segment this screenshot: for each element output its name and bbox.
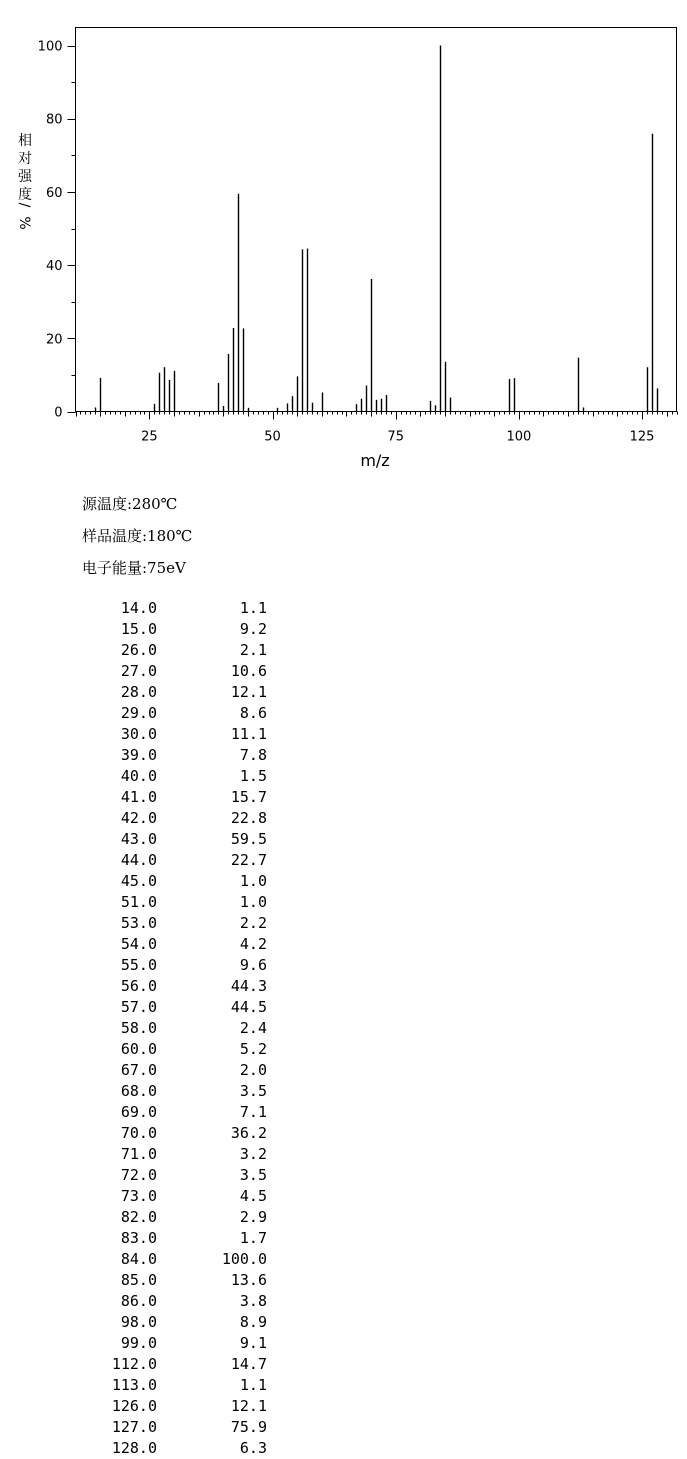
- peak-intensity: 59.5: [230, 830, 267, 848]
- peak-mz: 15.0: [120, 620, 157, 638]
- peak-row: [95, 892, 275, 913]
- y-label-char: 度: [18, 187, 32, 203]
- peak-intensity: 22.7: [230, 851, 267, 869]
- peak-row: [95, 661, 275, 682]
- plot-frame: [76, 28, 677, 412]
- peak-row: [95, 787, 275, 808]
- y-label-char: %: [16, 216, 32, 230]
- peak-intensity: 6.3: [239, 1439, 267, 1457]
- peak-row: [95, 1144, 275, 1165]
- peak-row: [95, 1291, 275, 1312]
- peak-row: [95, 1060, 275, 1081]
- peak-intensity: 14.7: [230, 1355, 267, 1373]
- electron-energy: 电子能量:75eV: [82, 559, 186, 577]
- peak-intensity: 1.0: [239, 893, 267, 911]
- peak-intensity: 2.1: [239, 641, 267, 659]
- x-tick-label: 75: [387, 429, 404, 445]
- peak-intensity: 12.1: [230, 1397, 267, 1415]
- y-label-char: /: [16, 202, 32, 208]
- peak-mz: 69.0: [120, 1103, 157, 1121]
- peak-mz: 127.0: [111, 1418, 157, 1436]
- peak-mz: 43.0: [120, 830, 157, 848]
- peak-mz: 73.0: [120, 1187, 157, 1205]
- peak-mz: 29.0: [120, 704, 157, 722]
- peak-intensity: 9.2: [239, 620, 267, 638]
- peak-row: [95, 1249, 275, 1270]
- peak-row: [95, 1207, 275, 1228]
- peak-row: [95, 976, 275, 997]
- peak-mz: 54.0: [120, 935, 157, 953]
- mass-spectrum-chart: [0, 0, 687, 480]
- peak-row: [95, 1270, 275, 1291]
- x-axis-label: m/z: [360, 451, 390, 470]
- peak-mz: 39.0: [120, 746, 157, 764]
- peak-intensity: 13.6: [230, 1271, 267, 1289]
- peak-intensity: 8.9: [239, 1313, 267, 1331]
- peak-mz: 14.0: [120, 599, 157, 617]
- peak-intensity: 4.5: [239, 1187, 267, 1205]
- peak-intensity: 3.8: [239, 1292, 267, 1310]
- peak-mz: 28.0: [120, 683, 157, 701]
- y-label-char: 相: [18, 133, 32, 149]
- peak-intensity: 3.5: [239, 1082, 267, 1100]
- peak-row: [95, 997, 275, 1018]
- peak-row: [95, 1123, 275, 1144]
- peak-intensity: 10.6: [230, 662, 267, 680]
- peak-row: [95, 1438, 275, 1459]
- peak-mz: 58.0: [120, 1019, 157, 1037]
- peak-intensity: 4.2: [239, 935, 267, 953]
- peak-row: [95, 850, 275, 871]
- peak-intensity: 75.9: [230, 1418, 267, 1436]
- peak-mz: 68.0: [120, 1082, 157, 1100]
- peak-intensity: 44.5: [230, 998, 267, 1016]
- peak-mz: 86.0: [120, 1292, 157, 1310]
- peak-mz: 84.0: [120, 1250, 157, 1268]
- peak-mz: 112.0: [111, 1355, 157, 1373]
- peak-row: [95, 1396, 275, 1417]
- peak-intensity: 36.2: [230, 1124, 267, 1142]
- peak-mz: 71.0: [120, 1145, 157, 1163]
- x-tick-label: 25: [141, 429, 158, 445]
- peak-mz: 51.0: [120, 893, 157, 911]
- sample-temperature: 样品温度:180℃: [82, 527, 193, 545]
- y-tick-label: 20: [45, 332, 63, 348]
- peak-intensity: 3.2: [239, 1145, 267, 1163]
- peak-mz: 53.0: [120, 914, 157, 932]
- peak-row: [95, 1102, 275, 1123]
- y-tick-label: 80: [45, 112, 63, 128]
- y-label-char: 对: [18, 151, 32, 167]
- peak-mz: 27.0: [120, 662, 157, 680]
- peak-mz: 60.0: [120, 1040, 157, 1058]
- peak-row: [95, 745, 275, 766]
- peak-intensity: 1.1: [239, 599, 267, 617]
- peak-row: [95, 703, 275, 724]
- peak-mz: 113.0: [111, 1376, 157, 1394]
- peak-mz: 67.0: [120, 1061, 157, 1079]
- peak-intensity: 15.7: [230, 788, 267, 806]
- peak-mz: 55.0: [120, 956, 157, 974]
- source-temperature: 源温度:280℃: [82, 495, 178, 513]
- y-tick-label: 60: [45, 185, 63, 201]
- peak-intensity: 11.1: [230, 725, 267, 743]
- peak-mz: 99.0: [120, 1334, 157, 1352]
- peak-row: [95, 724, 275, 745]
- x-tick-label: 100: [506, 429, 532, 445]
- peak-mz: 45.0: [120, 872, 157, 890]
- peak-row: [95, 682, 275, 703]
- peak-mz: 83.0: [120, 1229, 157, 1247]
- peak-mz: 128.0: [111, 1439, 157, 1457]
- y-label-char: 强: [18, 169, 32, 185]
- peak-intensity: 44.3: [230, 977, 267, 995]
- peak-intensity: 8.6: [239, 704, 267, 722]
- peak-row: [95, 1312, 275, 1333]
- peak-intensity: 2.2: [239, 914, 267, 932]
- peak-intensity: 2.4: [239, 1019, 267, 1037]
- peak-intensity: 7.8: [239, 746, 267, 764]
- peak-mz: 26.0: [120, 641, 157, 659]
- peak-row: [95, 955, 275, 976]
- peak-row: [95, 808, 275, 829]
- peak-mz: 30.0: [120, 725, 157, 743]
- peak-row: [95, 766, 275, 787]
- peak-row: [95, 1228, 275, 1249]
- y-tick-label: 0: [54, 405, 63, 421]
- peak-row: [95, 640, 275, 661]
- peak-intensity: 1.7: [239, 1229, 267, 1247]
- x-tick-label: 50: [264, 429, 281, 445]
- x-axis-ticks: [77, 412, 678, 445]
- peak-row: [95, 1039, 275, 1060]
- peak-mz: 82.0: [120, 1208, 157, 1226]
- y-axis-ticks: [38, 40, 76, 421]
- peak-intensity: 2.0: [239, 1061, 267, 1079]
- y-tick-label: 100: [37, 39, 63, 55]
- peak-mz: 56.0: [120, 977, 157, 995]
- peak-row: [95, 1375, 275, 1396]
- y-tick-label: 40: [45, 259, 63, 275]
- peak-mz: 42.0: [120, 809, 157, 827]
- peak-intensity: 5.2: [239, 1040, 267, 1058]
- peak-intensity: 1.0: [239, 872, 267, 890]
- peak-row: [95, 1417, 275, 1438]
- peak-intensity: 9.6: [239, 956, 267, 974]
- peak-intensity: 2.9: [239, 1208, 267, 1226]
- peak-row: [95, 1354, 275, 1375]
- peak-row: [95, 913, 275, 934]
- x-tick-label: 125: [629, 429, 655, 445]
- peak-mz: 57.0: [120, 998, 157, 1016]
- peak-row: [95, 934, 275, 955]
- peak-mz: 41.0: [120, 788, 157, 806]
- peak-row: [95, 829, 275, 850]
- peak-row: [95, 1165, 275, 1186]
- peak-mz: 98.0: [120, 1313, 157, 1331]
- peak-intensity: 100.0: [221, 1250, 267, 1268]
- peak-intensity: 12.1: [230, 683, 267, 701]
- peak-mz: 72.0: [120, 1166, 157, 1184]
- peak-row: [95, 619, 275, 640]
- peak-mz: 70.0: [120, 1124, 157, 1142]
- peak-mz: 44.0: [120, 851, 157, 869]
- peak-row: [95, 1018, 275, 1039]
- peak-intensity: 3.5: [239, 1166, 267, 1184]
- peak-intensity: 22.8: [230, 809, 267, 827]
- peak-intensity: 1.5: [239, 767, 267, 785]
- peak-mz: 85.0: [120, 1271, 157, 1289]
- peak-row: [95, 1186, 275, 1207]
- peak-mz: 126.0: [111, 1397, 157, 1415]
- peak-bars: [96, 46, 658, 412]
- peak-row: [95, 871, 275, 892]
- peak-row: [95, 598, 275, 619]
- peak-row: [95, 1333, 275, 1354]
- peak-row: [95, 1081, 275, 1102]
- peak-mz: 40.0: [120, 767, 157, 785]
- peak-intensity: 7.1: [239, 1103, 267, 1121]
- peak-intensity: 9.1: [239, 1334, 267, 1352]
- peak-intensity: 1.1: [239, 1376, 267, 1394]
- y-axis-label: [16, 132, 33, 230]
